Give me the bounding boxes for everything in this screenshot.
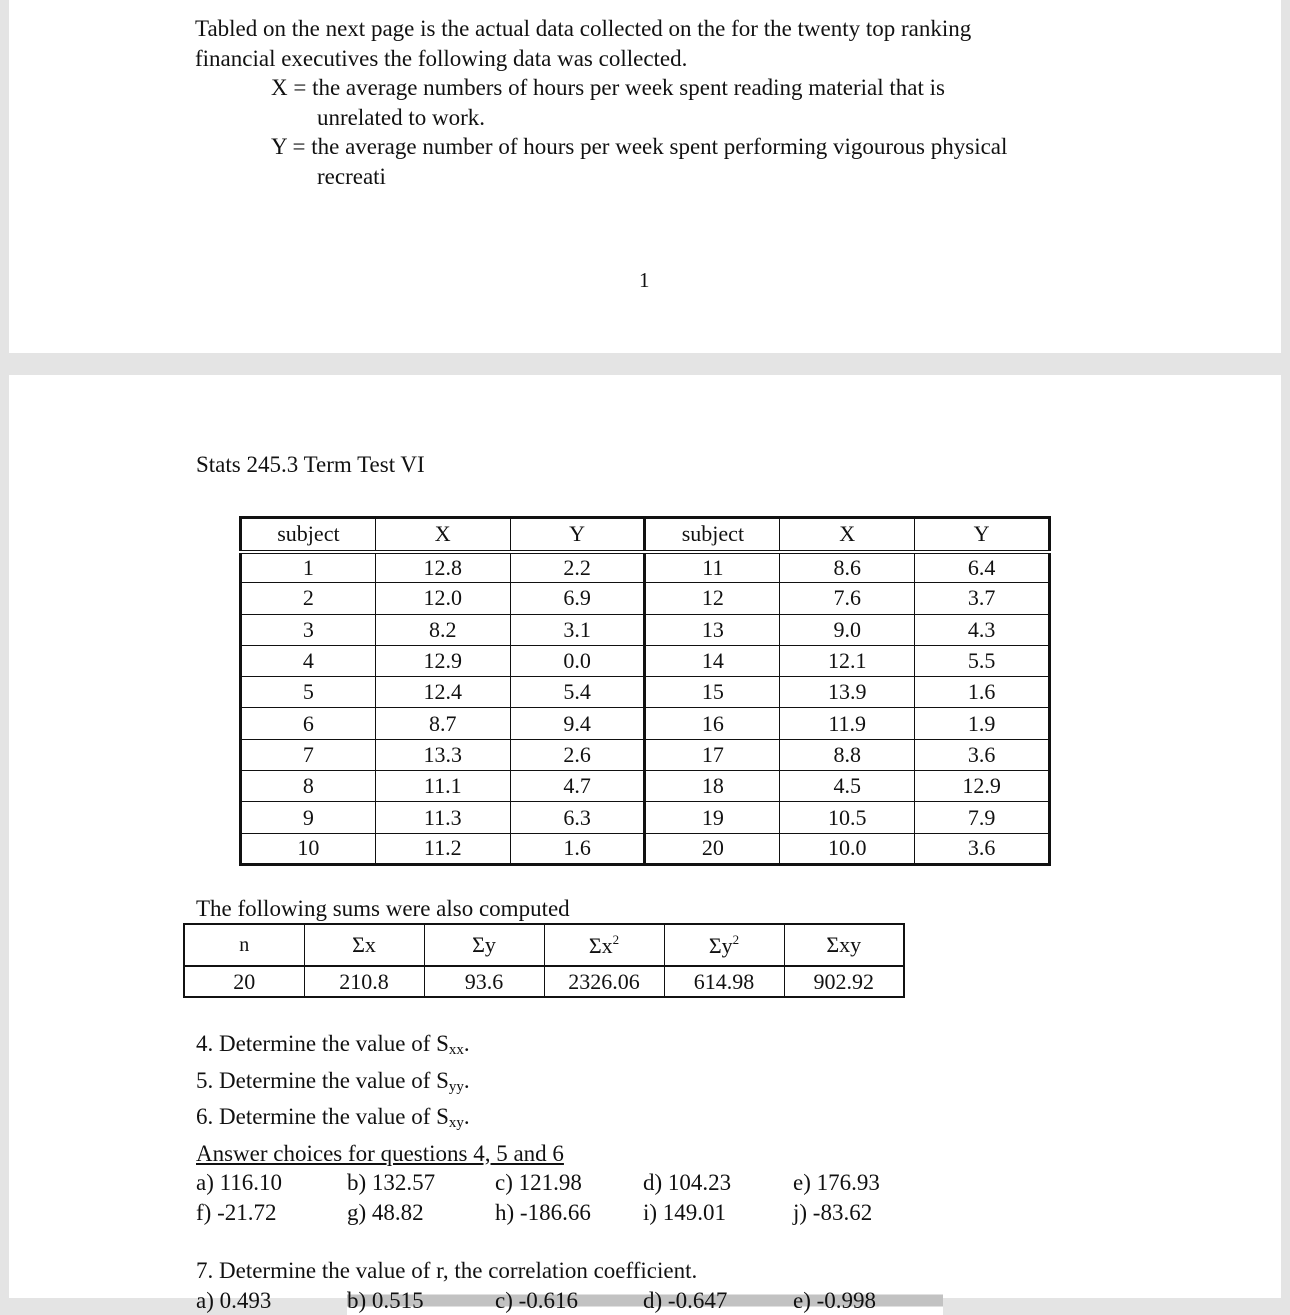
table-cell: 1: [241, 552, 376, 583]
answer-choice: b) 0.515: [347, 1286, 495, 1315]
table-cell: 10.5: [780, 802, 915, 833]
data-table: [239, 516, 1051, 866]
header-x: X: [375, 518, 510, 552]
sum-x2-sup: 2: [613, 932, 620, 947]
answer-choice: d) 104.23: [643, 1168, 793, 1198]
sums-header-n: n: [184, 924, 304, 966]
table-row: [241, 677, 1050, 708]
table-cell: 14: [645, 645, 780, 676]
answer-choice: a) 0.493: [196, 1286, 347, 1315]
table-cell: 7: [241, 739, 376, 770]
table-row: [241, 614, 1050, 645]
answer-choices-header: Answer choices for questions 4, 5 and 6: [196, 1139, 943, 1169]
answer-choices-row-2: [196, 1198, 943, 1228]
table-cell: 19: [645, 802, 780, 833]
table-cell: 8: [241, 771, 376, 802]
header-y-2: Y: [915, 518, 1050, 552]
sums-table: [183, 923, 905, 998]
table-cell: 3: [241, 614, 376, 645]
table-cell: 3.7: [915, 583, 1050, 614]
answer-choice: g) 48.82: [347, 1198, 495, 1228]
table-cell: 5.5: [915, 645, 1050, 676]
table-cell: 8.2: [375, 614, 510, 645]
table-cell: 6.4: [915, 552, 1050, 583]
table-cell: 10.0: [780, 833, 915, 864]
table-cell: 12.4: [375, 677, 510, 708]
table-cell: 20: [645, 833, 780, 864]
answer-choices-row-1: [196, 1168, 943, 1198]
answer-choice: h) -186.66: [495, 1198, 643, 1228]
sums-value: 210.8: [304, 966, 424, 997]
sum-y2-label: Σy: [709, 933, 733, 958]
data-table-header: [241, 518, 1050, 552]
sum-y2-sup: 2: [733, 932, 740, 947]
question-4-sub: xx: [449, 1042, 464, 1058]
answer-choice: c) 121.98: [495, 1168, 643, 1198]
answer-choice: d) -0.647: [643, 1286, 793, 1315]
table-cell: 12.9: [915, 771, 1050, 802]
table-cell: 7.6: [780, 583, 915, 614]
table-row: [241, 583, 1050, 614]
table-cell: 12.0: [375, 583, 510, 614]
table-cell: 12.9: [375, 645, 510, 676]
table-cell: 3.6: [915, 833, 1050, 864]
y-definition-start: Y = the average number of hours per week spent performing vigourous physical: [271, 134, 1007, 159]
table-cell: 2: [241, 583, 376, 614]
table-cell: 9.4: [510, 708, 645, 739]
table-cell: 11.3: [375, 802, 510, 833]
page-2: [9, 375, 1281, 1298]
sums-value: 2326.06: [544, 966, 664, 997]
header-subject-2: subject: [645, 518, 780, 552]
table-cell: 8.8: [780, 739, 915, 770]
y-definition-cont: recreati: [271, 162, 1007, 192]
table-cell: 2.2: [510, 552, 645, 583]
table-cell: 1.6: [915, 677, 1050, 708]
table-cell: 13: [645, 614, 780, 645]
sums-header-sum-y2: [664, 924, 784, 966]
table-cell: 6.9: [510, 583, 645, 614]
question-5: [196, 1066, 943, 1103]
intro-line-2: financial executives the following data was collected.: [195, 44, 1007, 74]
question-4: [196, 1029, 943, 1066]
table-cell: 6: [241, 708, 376, 739]
table-row: [241, 552, 1050, 583]
question-5-period: .: [464, 1068, 470, 1093]
sums-header-sum-x2: [544, 924, 664, 966]
table-cell: 17: [645, 739, 780, 770]
table-cell: 11.1: [375, 771, 510, 802]
question-5-sub: yy: [449, 1079, 464, 1095]
y-definition: [195, 132, 1007, 191]
table-cell: 9.0: [780, 614, 915, 645]
test-title: Stats 245.3 Term Test VI: [196, 452, 425, 478]
sums-header-sum-xy: Σxy: [784, 924, 904, 966]
x-definition-start: X = the average numbers of hours per week spent reading material that is: [271, 75, 945, 100]
sums-value: 614.98: [664, 966, 784, 997]
table-cell: 13.3: [375, 739, 510, 770]
table-cell: 3.6: [915, 739, 1050, 770]
answer-choice: e) 176.93: [793, 1168, 943, 1198]
table-cell: 0.0: [510, 645, 645, 676]
table-cell: 1.6: [510, 833, 645, 864]
table-cell: 13.9: [780, 677, 915, 708]
table-cell: 12.1: [780, 645, 915, 676]
sums-header-sum-y: Σy: [424, 924, 544, 966]
table-cell: 8.6: [780, 552, 915, 583]
table-cell: 12.8: [375, 552, 510, 583]
table-cell: 10: [241, 833, 376, 864]
table-row: [241, 771, 1050, 802]
table-cell: 8.7: [375, 708, 510, 739]
table-cell: 15: [645, 677, 780, 708]
question-4-text: 4. Determine the value of S: [196, 1031, 449, 1056]
table-cell: 5: [241, 677, 376, 708]
table-cell: 3.1: [510, 614, 645, 645]
sums-value: 93.6: [424, 966, 544, 997]
sums-value-row: [184, 966, 904, 997]
table-cell: 2.6: [510, 739, 645, 770]
table-cell: 11: [645, 552, 780, 583]
question-6: [196, 1102, 943, 1139]
table-row: [241, 739, 1050, 770]
question-6-text: 6. Determine the value of S: [196, 1104, 449, 1129]
sum-x2-label: Σx: [589, 933, 613, 958]
x-definition: [195, 73, 1007, 132]
table-cell: 7.9: [915, 802, 1050, 833]
table-cell: 5.4: [510, 677, 645, 708]
question-7: 7. Determine the value of r, the correlation coefficient.: [196, 1256, 943, 1286]
page-1: [9, 0, 1281, 353]
header-y: Y: [510, 518, 645, 552]
table-cell: 9: [241, 802, 376, 833]
table-cell: 4.5: [780, 771, 915, 802]
table-cell: 18: [645, 771, 780, 802]
question-6-period: .: [464, 1104, 470, 1129]
table-cell: 11.9: [780, 708, 915, 739]
question-6-sub: xy: [449, 1115, 464, 1131]
table-cell: 6.3: [510, 802, 645, 833]
table-row: [241, 708, 1050, 739]
sums-header-sum-x: Σx: [304, 924, 424, 966]
questions: [196, 1029, 943, 1315]
table-row: [241, 802, 1050, 833]
table-cell: 16: [645, 708, 780, 739]
page-number: 1: [639, 268, 650, 293]
header-x-2: X: [780, 518, 915, 552]
intro-line-1: Tabled on the next page is the actual data collected on the for the twenty top ranking: [195, 14, 1007, 44]
sums-header-row: [184, 924, 904, 966]
table-cell: 4.7: [510, 771, 645, 802]
question-5-text: 5. Determine the value of S: [196, 1068, 449, 1093]
sums-value: 902.92: [784, 966, 904, 997]
answer-choice: c) -0.616: [495, 1286, 643, 1315]
question-4-period: .: [464, 1031, 470, 1056]
table-cell: 4: [241, 645, 376, 676]
answer-choice: a) 116.10: [196, 1168, 347, 1198]
sums-value: 20: [184, 966, 304, 997]
table-cell: 11.2: [375, 833, 510, 864]
intro-text: [195, 14, 1007, 191]
answer-choice: e) -0.998: [793, 1286, 943, 1315]
table-row: [241, 645, 1050, 676]
table-cell: 12: [645, 583, 780, 614]
answer-choice: f) -21.72: [196, 1198, 347, 1228]
answer-choice: j) -83.62: [793, 1198, 943, 1228]
answer-choice: i) 149.01: [643, 1198, 793, 1228]
table-cell: 4.3: [915, 614, 1050, 645]
question-7-choices: [196, 1286, 943, 1315]
table-cell: 1.9: [915, 708, 1050, 739]
sums-title: The following sums were also computed: [196, 896, 570, 922]
x-definition-cont: unrelated to work.: [271, 103, 1007, 133]
answer-choice: b) 132.57: [347, 1168, 495, 1198]
header-subject: subject: [241, 518, 376, 552]
table-row: [241, 833, 1050, 864]
